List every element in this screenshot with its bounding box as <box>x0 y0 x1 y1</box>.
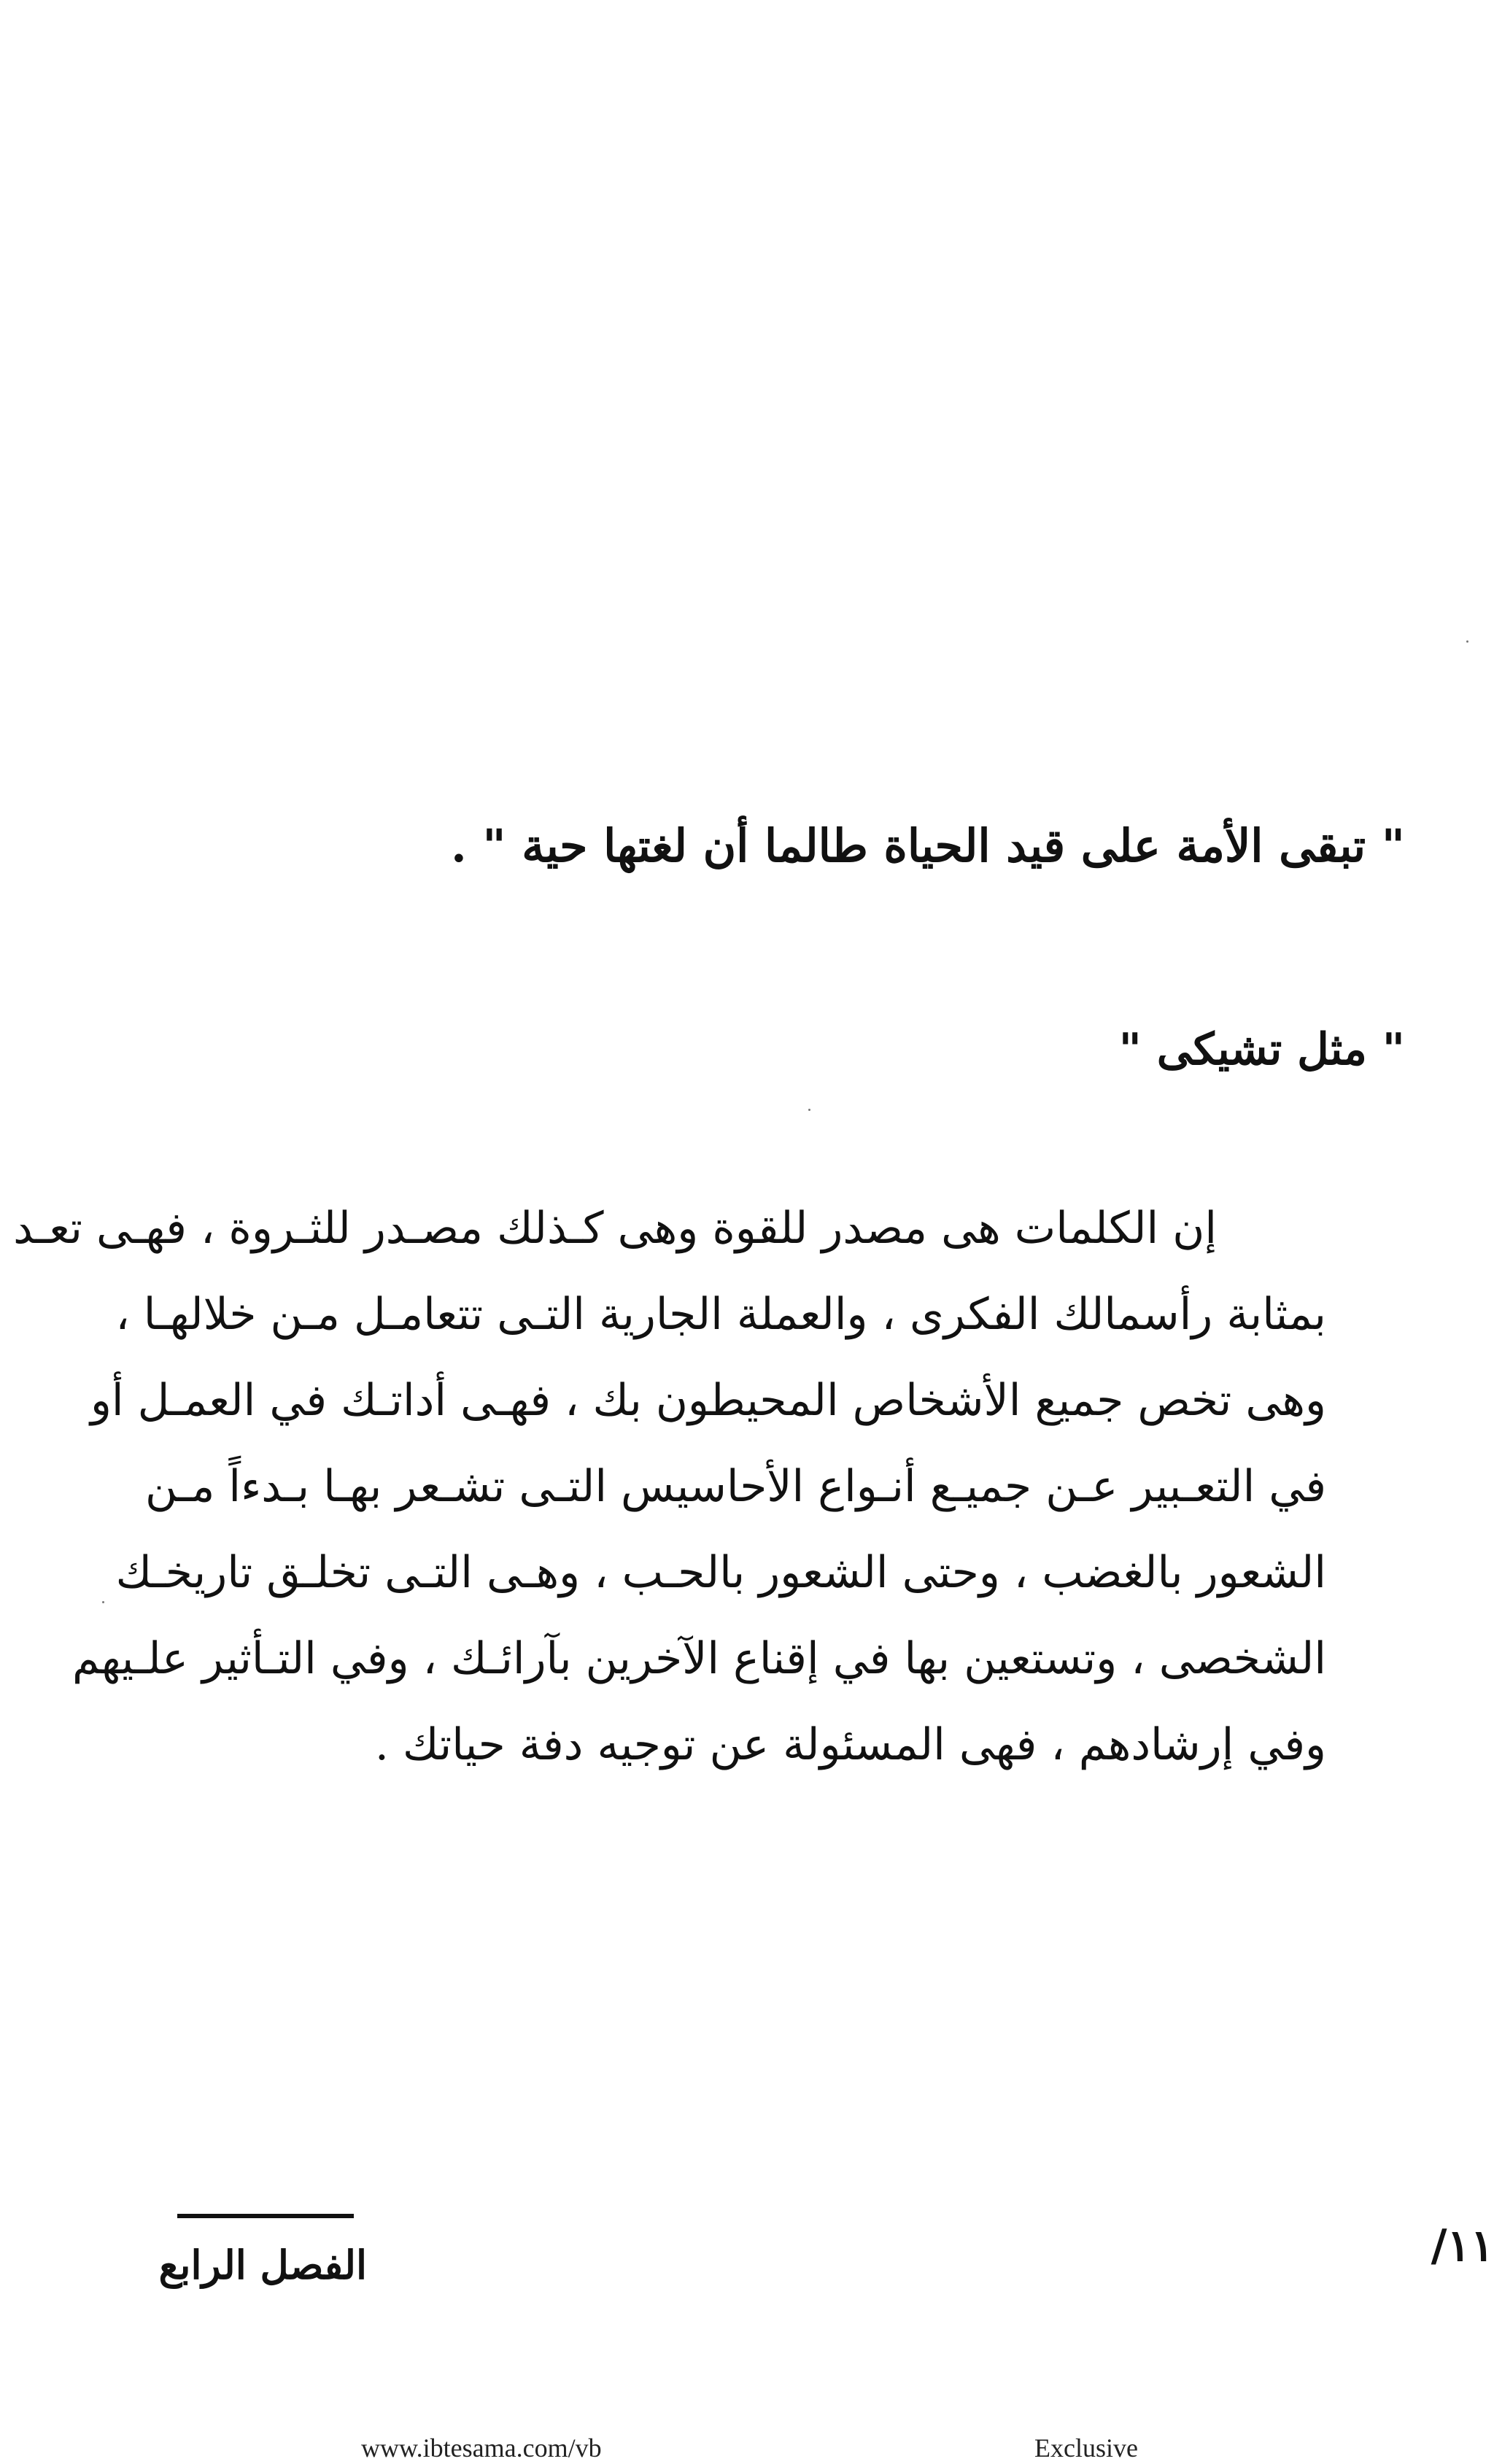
scan-speck <box>808 1109 810 1111</box>
body-line: بمثابة رأسمالك الفكرى ، والعملة الجارية التـى تتعامـل مـن خلالهـا ، <box>115 1289 1326 1340</box>
epigraph-quote: " تبقى الأمة على قيد الحياة طالما أن لغتها حية " . <box>451 819 1405 872</box>
footer-divider <box>177 2214 354 2218</box>
body-paragraph <box>13 1185 1326 1788</box>
scan-speck <box>1466 640 1468 643</box>
body-line: في التعـبير عـن جميـع أنـواع الأحاسيس التـى تشـعر بهـا بـدءاً مـن <box>144 1461 1326 1512</box>
body-line: إن الكلمات هى مصدر للقوة وهى كـذلك مصـدر للثـروة ، فهـى تعـد <box>13 1203 1217 1254</box>
page-number: ١١/ <box>1431 2220 1494 2271</box>
body-line: وفي إرشادهم ، فهى المسئولة عن توجيه دفة حياتك . <box>374 1719 1326 1770</box>
body-line: الشخصى ، وتستعين بها في إقناع الآخرين بآرائـك ، وفي التـأثير علـيهم <box>71 1633 1326 1684</box>
body-line: وهى تخص جميع الأشخاص المحيطون بك ، فهـى أداتـك في العمـل أو <box>90 1375 1326 1426</box>
epigraph-attribution: " مثل تشيكى " <box>1118 1024 1405 1075</box>
source-tag: Exclusive <box>1034 2433 1138 2463</box>
scan-speck <box>102 1601 104 1603</box>
chapter-title: الفصل الرابع <box>158 2242 367 2288</box>
source-url: www.ibtesama.com/vb <box>361 2433 602 2463</box>
body-line: الشعور بالغضب ، وحتى الشعور بالحـب ، وهـى التـى تخلـق تاريخـك <box>115 1547 1326 1598</box>
